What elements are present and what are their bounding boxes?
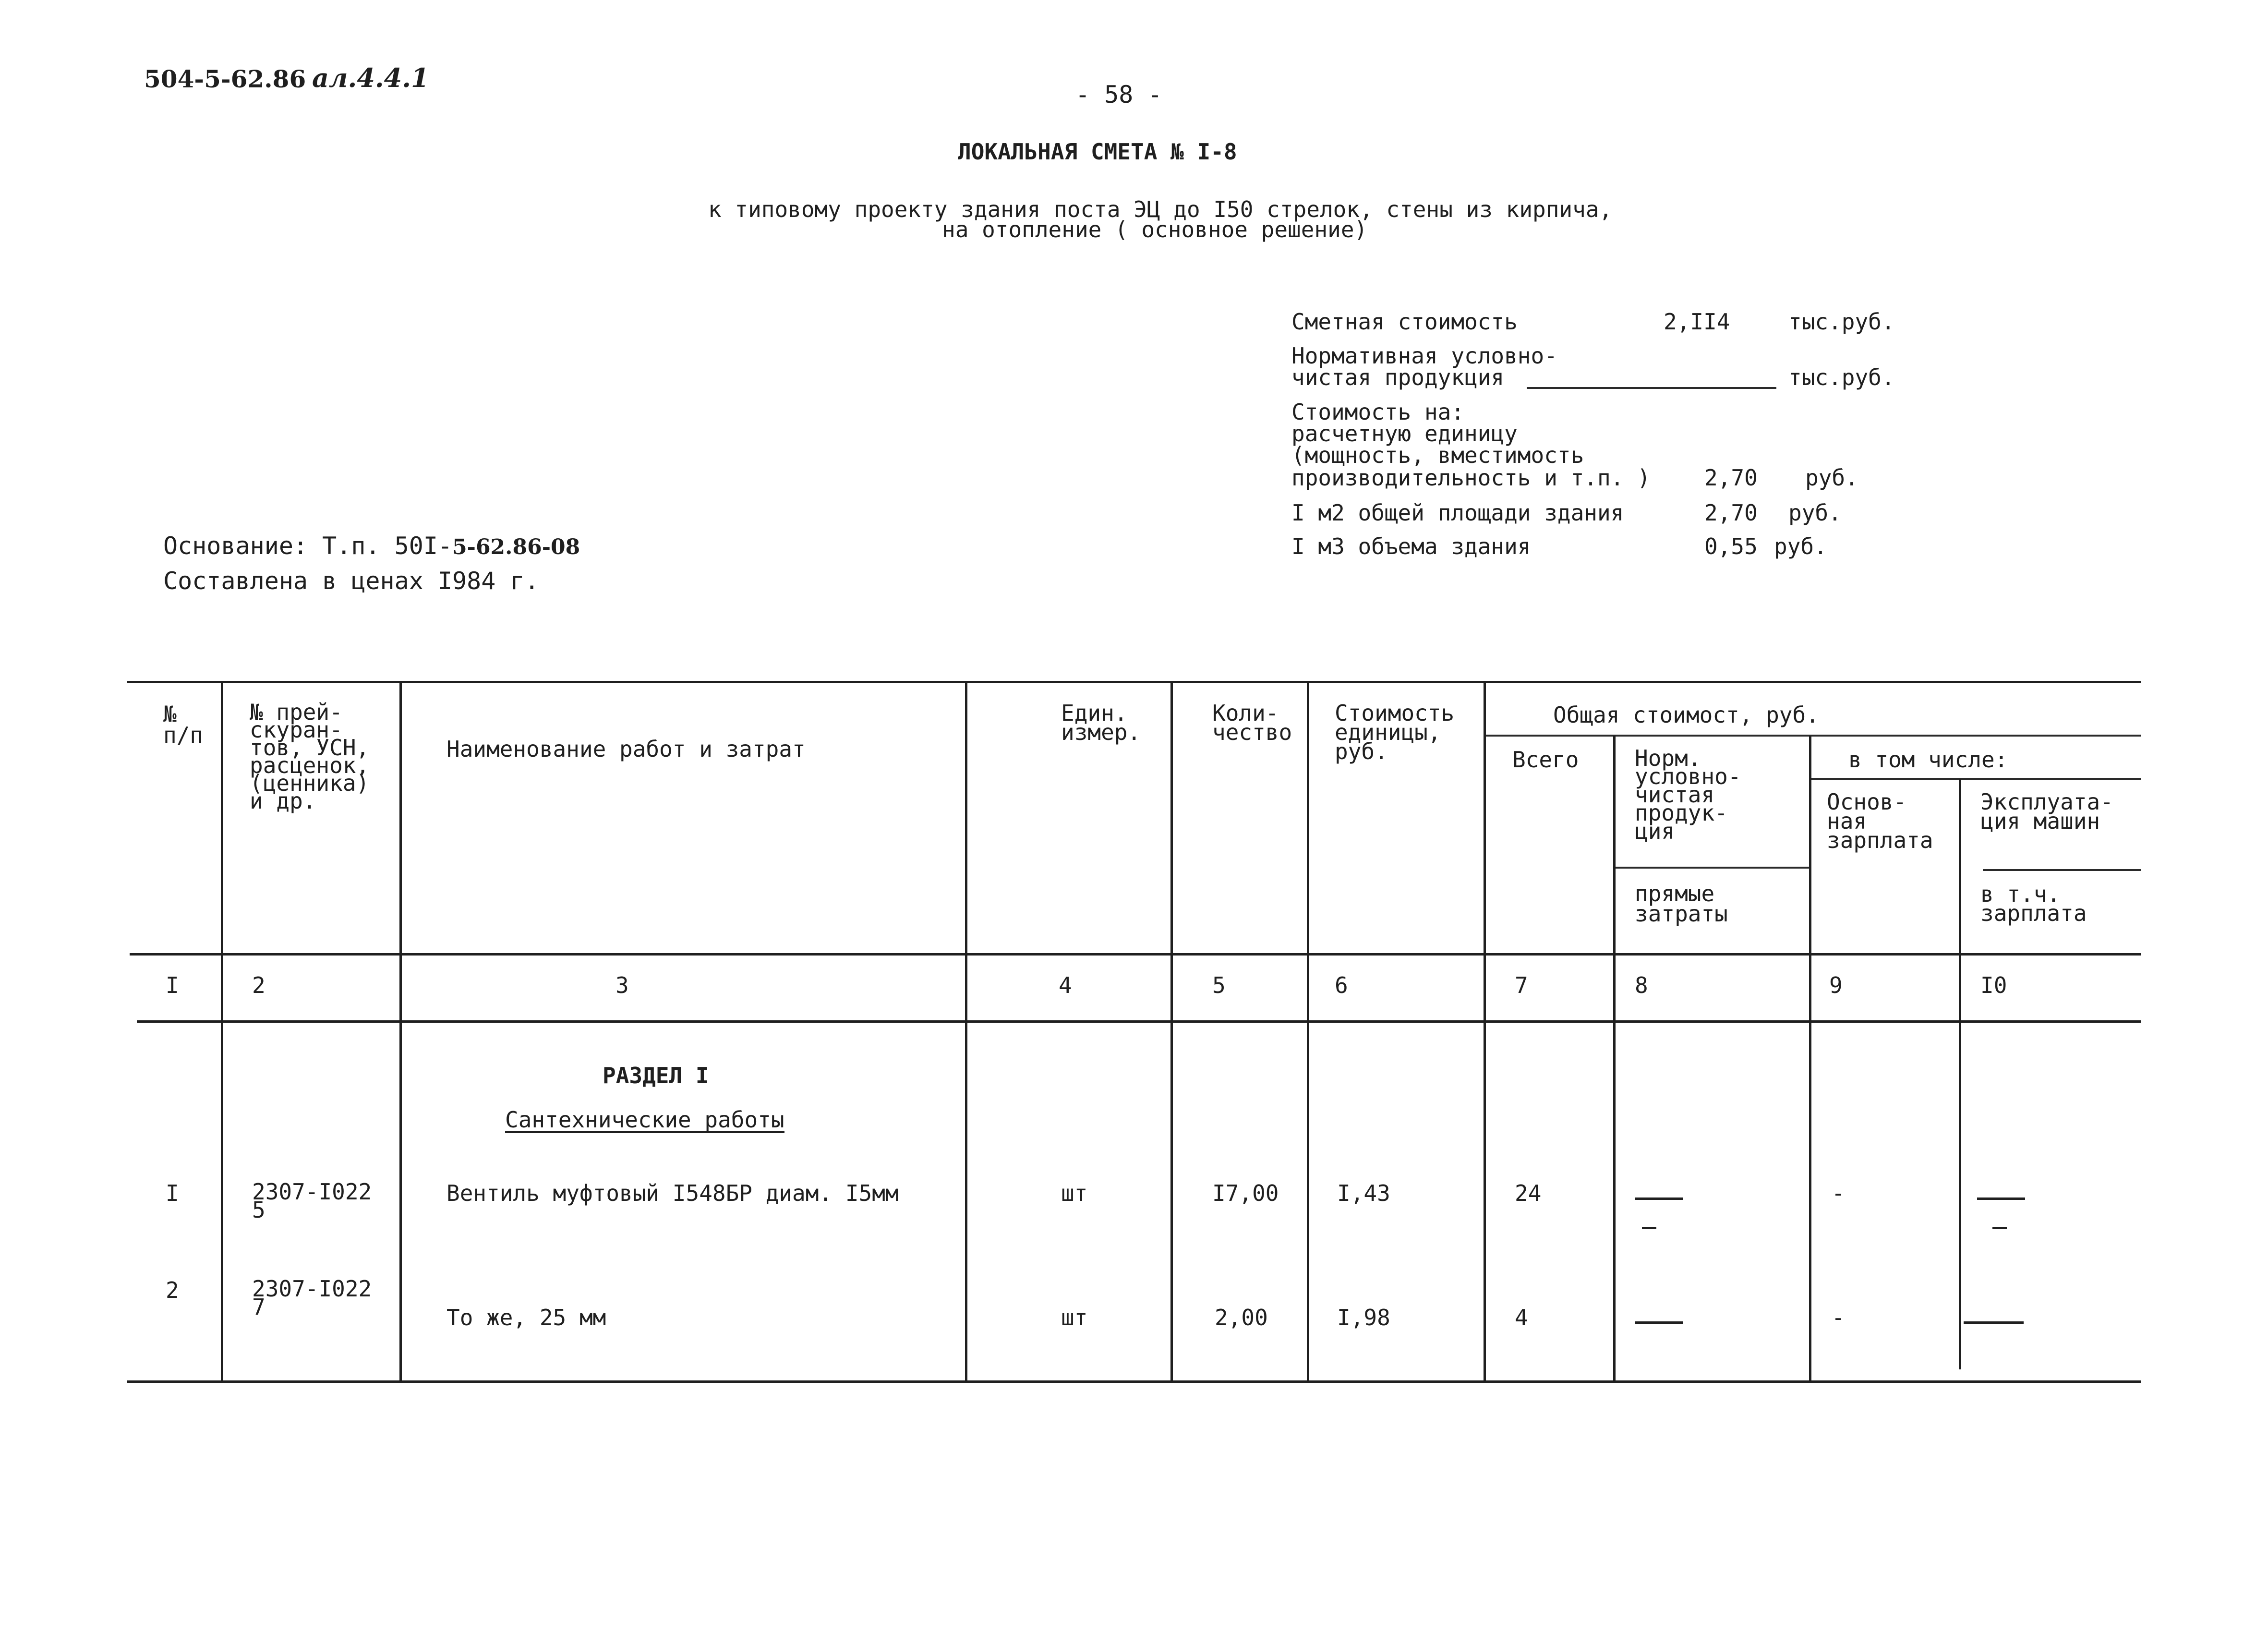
col-divider-8 (1809, 736, 1811, 1383)
col-divider-1 (221, 682, 223, 1383)
page-number: - 58 - (1075, 81, 1162, 109)
header-col-10-top: Эксплуата- ция машин (1980, 789, 2113, 834)
cost-on-label: Стоимость на: (1291, 399, 1465, 425)
calc-unit-3: производительность и т.п. ) (1291, 465, 1651, 491)
subtitle-line-1: к типовому проекту здания поста ЭЦ до I50 стрелок, стены из кирпича, (708, 196, 1613, 222)
col-divider-6 (1484, 682, 1486, 1383)
header-col-4: Един. измер. (1061, 700, 1141, 745)
header-col-3: Наименование работ и затрат (446, 736, 806, 762)
table-bottom-rule (127, 1380, 2141, 1383)
calc-unit-2: (мощность, вместимость (1291, 442, 1584, 468)
doc-code: 504-5-62.86 (144, 65, 306, 93)
dash-col8-bottom (1642, 1227, 1656, 1229)
estimate-value: 2,II4 (1664, 309, 1730, 335)
row-price: I,98 (1337, 1305, 1390, 1331)
row-code: 2307-I022 7 (252, 1276, 372, 1320)
price-year: Составлена в ценах I984 г. (163, 567, 539, 595)
m2-label: I м2 общей площади здания (1291, 500, 1624, 526)
colnum-3: 3 (615, 972, 629, 998)
colnum-4: 4 (1059, 972, 1072, 998)
row-total: 4 (1515, 1305, 1528, 1331)
doc-sheet: ал.4.4.1 (312, 62, 429, 93)
m2-unit: руб. (1788, 500, 1842, 526)
col-divider-4 (1170, 682, 1173, 1383)
header-col-5: Коли- чество (1212, 700, 1292, 745)
m3-value: 0,55 (1704, 533, 1758, 559)
colnum-6: 6 (1335, 972, 1348, 998)
header-col-6: Стоимость единицы, руб. (1335, 700, 1455, 764)
calc-unit-value: 2,70 (1704, 465, 1758, 491)
incl-rule (1809, 778, 2141, 780)
row-total: 24 (1515, 1180, 1542, 1206)
numbers-bottom-rule (137, 1020, 2141, 1023)
header-bottom-rule (130, 953, 2141, 956)
header-col-1: № п/п (163, 701, 204, 748)
header-col-9: Основ- ная зарплата (1827, 789, 1933, 853)
col8-split-rule (1613, 867, 1810, 869)
row-qty: I7,00 (1212, 1180, 1279, 1206)
col-divider-7 (1613, 736, 1616, 1383)
basis-prefix: Основание: Т.п. 50I- (163, 532, 453, 560)
dash-col10-top (1964, 1321, 2024, 1324)
colnum-2: 2 (252, 972, 265, 998)
norm-label-1: Нормативная условно- (1291, 343, 1557, 369)
row-name: То же, 25 мм (446, 1305, 606, 1331)
row-col9: - (1832, 1305, 1845, 1331)
header-col-7: Всего (1512, 747, 1579, 773)
header-col-8-bottom: прямые затраты (1635, 881, 1728, 927)
page-title: ЛОКАЛЬНАЯ СМЕТА № I-8 (958, 139, 1237, 165)
basis-line (163, 534, 580, 559)
m2-value: 2,70 (1704, 500, 1758, 526)
norm-unit: тыс.руб. (1788, 364, 1895, 390)
colnum-7: 7 (1515, 972, 1528, 998)
header-col-10-bottom: в т.ч. зарплата (1980, 881, 2087, 926)
colnum-8: 8 (1635, 972, 1648, 998)
row-number: 2 (166, 1277, 179, 1303)
header-col-8-top: Норм. условно- чистая продук- ция (1635, 745, 1741, 844)
section-subtitle: Сантехнические работы (505, 1107, 784, 1133)
col-divider-2 (399, 682, 402, 1383)
col-divider-3 (965, 682, 967, 1383)
row-name: Вентиль муфтовый I548БР диам. I5мм (446, 1180, 899, 1206)
table-top-rule (127, 681, 2141, 683)
estimate-label: Сметная стоимость (1291, 309, 1518, 335)
m3-unit: руб. (1774, 533, 1827, 559)
calc-unit-unit: руб. (1805, 465, 1858, 491)
estimate-unit: тыс.руб. (1788, 309, 1895, 335)
row-qty: 2,00 (1215, 1305, 1268, 1331)
colnum-9: 9 (1829, 972, 1843, 998)
dash-col10-top (1977, 1197, 2025, 1200)
dash-col8-top (1635, 1321, 1683, 1324)
calc-unit-1: расчетную единицу (1291, 421, 1518, 447)
row-unit: шт (1061, 1180, 1088, 1206)
norm-value-blank (1527, 387, 1776, 389)
basis-handwritten: 5-62.86-08 (452, 535, 580, 559)
subtitle-line-2: на отопление ( основное решение) (942, 217, 1368, 242)
col10-split-rule (1983, 869, 2141, 871)
row-unit: шт (1061, 1305, 1088, 1331)
header-total-group: Общая стоимост, руб. (1553, 702, 1819, 728)
section-title: РАЗДЕЛ I (603, 1063, 709, 1089)
header-incl-group: в том числе: (1848, 747, 2008, 773)
colnum-5: 5 (1212, 972, 1226, 998)
dash-col10-bottom (1992, 1227, 2007, 1229)
colnum-10: I0 (1980, 972, 2007, 998)
norm-label-2: чистая продукция (1291, 364, 1505, 390)
dash-col8-top (1635, 1197, 1683, 1200)
group-rule (1484, 735, 2141, 737)
m3-label: I м3 объема здания (1291, 533, 1531, 559)
col-divider-9 (1959, 779, 1961, 1369)
row-col9: - (1832, 1180, 1845, 1206)
col-divider-5 (1307, 682, 1309, 1383)
row-code: 2307-I022 5 (252, 1179, 372, 1223)
row-number: I (166, 1180, 179, 1206)
colnum-1: I (166, 972, 179, 998)
row-price: I,43 (1337, 1180, 1390, 1206)
header-col-2: № прей- скуран- тов, УСН, расценок, (ценника) и др. (250, 699, 370, 814)
